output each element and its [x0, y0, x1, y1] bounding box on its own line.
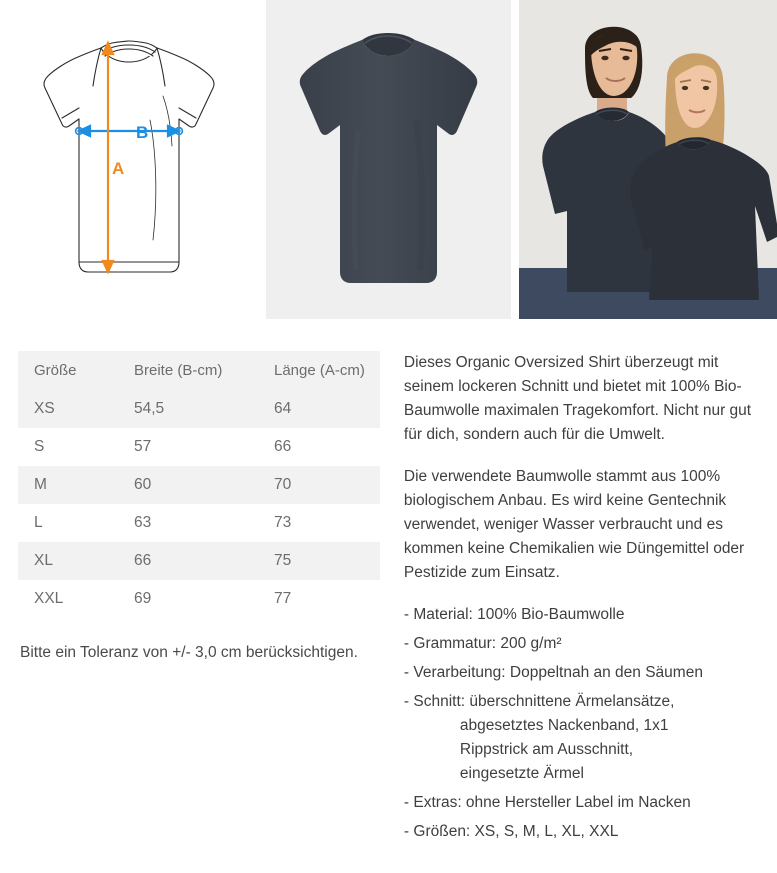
cell-size: S — [18, 428, 118, 466]
cell-size: XS — [18, 390, 118, 428]
spec-item-material: - Material: 100% Bio-Baumwolle — [403, 606, 625, 624]
cell-length: 77 — [258, 580, 380, 618]
product-image-row — [0, 0, 777, 319]
cell-length: 75 — [258, 542, 380, 580]
cell-size: XL — [18, 542, 118, 580]
table-row — [18, 504, 380, 542]
column-header-length: Länge (A-cm) — [258, 351, 380, 390]
spec-item-cut-sub-1: abgesetztes Nackenband, 1x1 — [459, 717, 669, 735]
spec-list — [404, 603, 763, 844]
cell-width: 63 — [118, 504, 258, 542]
cell-width: 57 — [118, 428, 258, 466]
cell-width: 69 — [118, 580, 258, 618]
cell-length: 73 — [258, 504, 380, 542]
table-row — [18, 390, 380, 428]
cell-length: 64 — [258, 390, 380, 428]
description-column — [392, 319, 763, 849]
table-row — [18, 466, 380, 504]
cell-size: M — [18, 466, 118, 504]
spec-item-cut-sub-2: Rippstrick am Ausschnitt, — [459, 741, 634, 759]
table-row — [18, 428, 380, 466]
models-wearing-shirt — [519, 0, 777, 319]
spec-item-cut-sub-3: eingesetzte Ärmel — [459, 765, 584, 783]
column-header-size: Größe — [18, 351, 118, 390]
t-shirt-flat-lay — [266, 0, 511, 319]
product-description — [404, 351, 763, 844]
spec-item-weight: - Grammatur: 200 g/m² — [403, 635, 562, 653]
table-row — [18, 580, 380, 618]
cell-length: 70 — [258, 466, 380, 504]
column-header-width: Breite (B-cm) — [118, 351, 258, 390]
cell-width: 66 — [118, 542, 258, 580]
tolerance-note: Bitte ein Toleranz von +/- 3,0 cm berücksichtigen. — [20, 644, 358, 661]
spec-item-extras: - Extras: ohne Hersteller Label im Nacken — [403, 794, 691, 812]
size-table-column — [18, 319, 392, 849]
table-row — [18, 542, 380, 580]
width-label: B — [136, 123, 149, 142]
size-table — [18, 351, 380, 618]
flat-shirt-icon — [266, 0, 511, 319]
t-shirt-measurement-diagram — [0, 0, 258, 319]
spec-item-cut — [404, 690, 763, 786]
description-paragraph-2: Die verwendete Baumwolle stammt aus 100% biologischem Anbau. Es wird keine Gentechnik verwendet, weniger Wasser verbraucht und es kommen keine Chemikalien wie Düngemittel oder Pestizide zum Einsatz. — [403, 468, 745, 582]
models-photo-icon — [519, 0, 777, 319]
cell-size: XXL — [18, 580, 118, 618]
measurement-drawing-icon — [0, 0, 258, 319]
length-label: A — [112, 159, 125, 178]
spec-item-processing: - Verarbeitung: Doppeltnah an den Säumen — [403, 664, 703, 682]
cell-width: 54,5 — [118, 390, 258, 428]
cell-size: L — [18, 504, 118, 542]
cell-length: 66 — [258, 428, 380, 466]
table-header-row — [18, 351, 380, 390]
spec-item-cut-main: - Schnitt: überschnittene Ärmelansätze, — [403, 693, 675, 711]
description-paragraph-1: Dieses Organic Oversized Shirt überzeugt mit seinem lockeren Schnitt und bietet mit 100% Bio-Baumwolle maximalen Tragekomfort. Nicht nur gut für dich, sondern auch für die Umwelt. — [403, 354, 752, 444]
cell-width: 60 — [118, 466, 258, 504]
product-info-section — [0, 319, 777, 849]
spec-item-sizes: - Größen: XS, S, M, L, XL, XXL — [403, 823, 619, 841]
